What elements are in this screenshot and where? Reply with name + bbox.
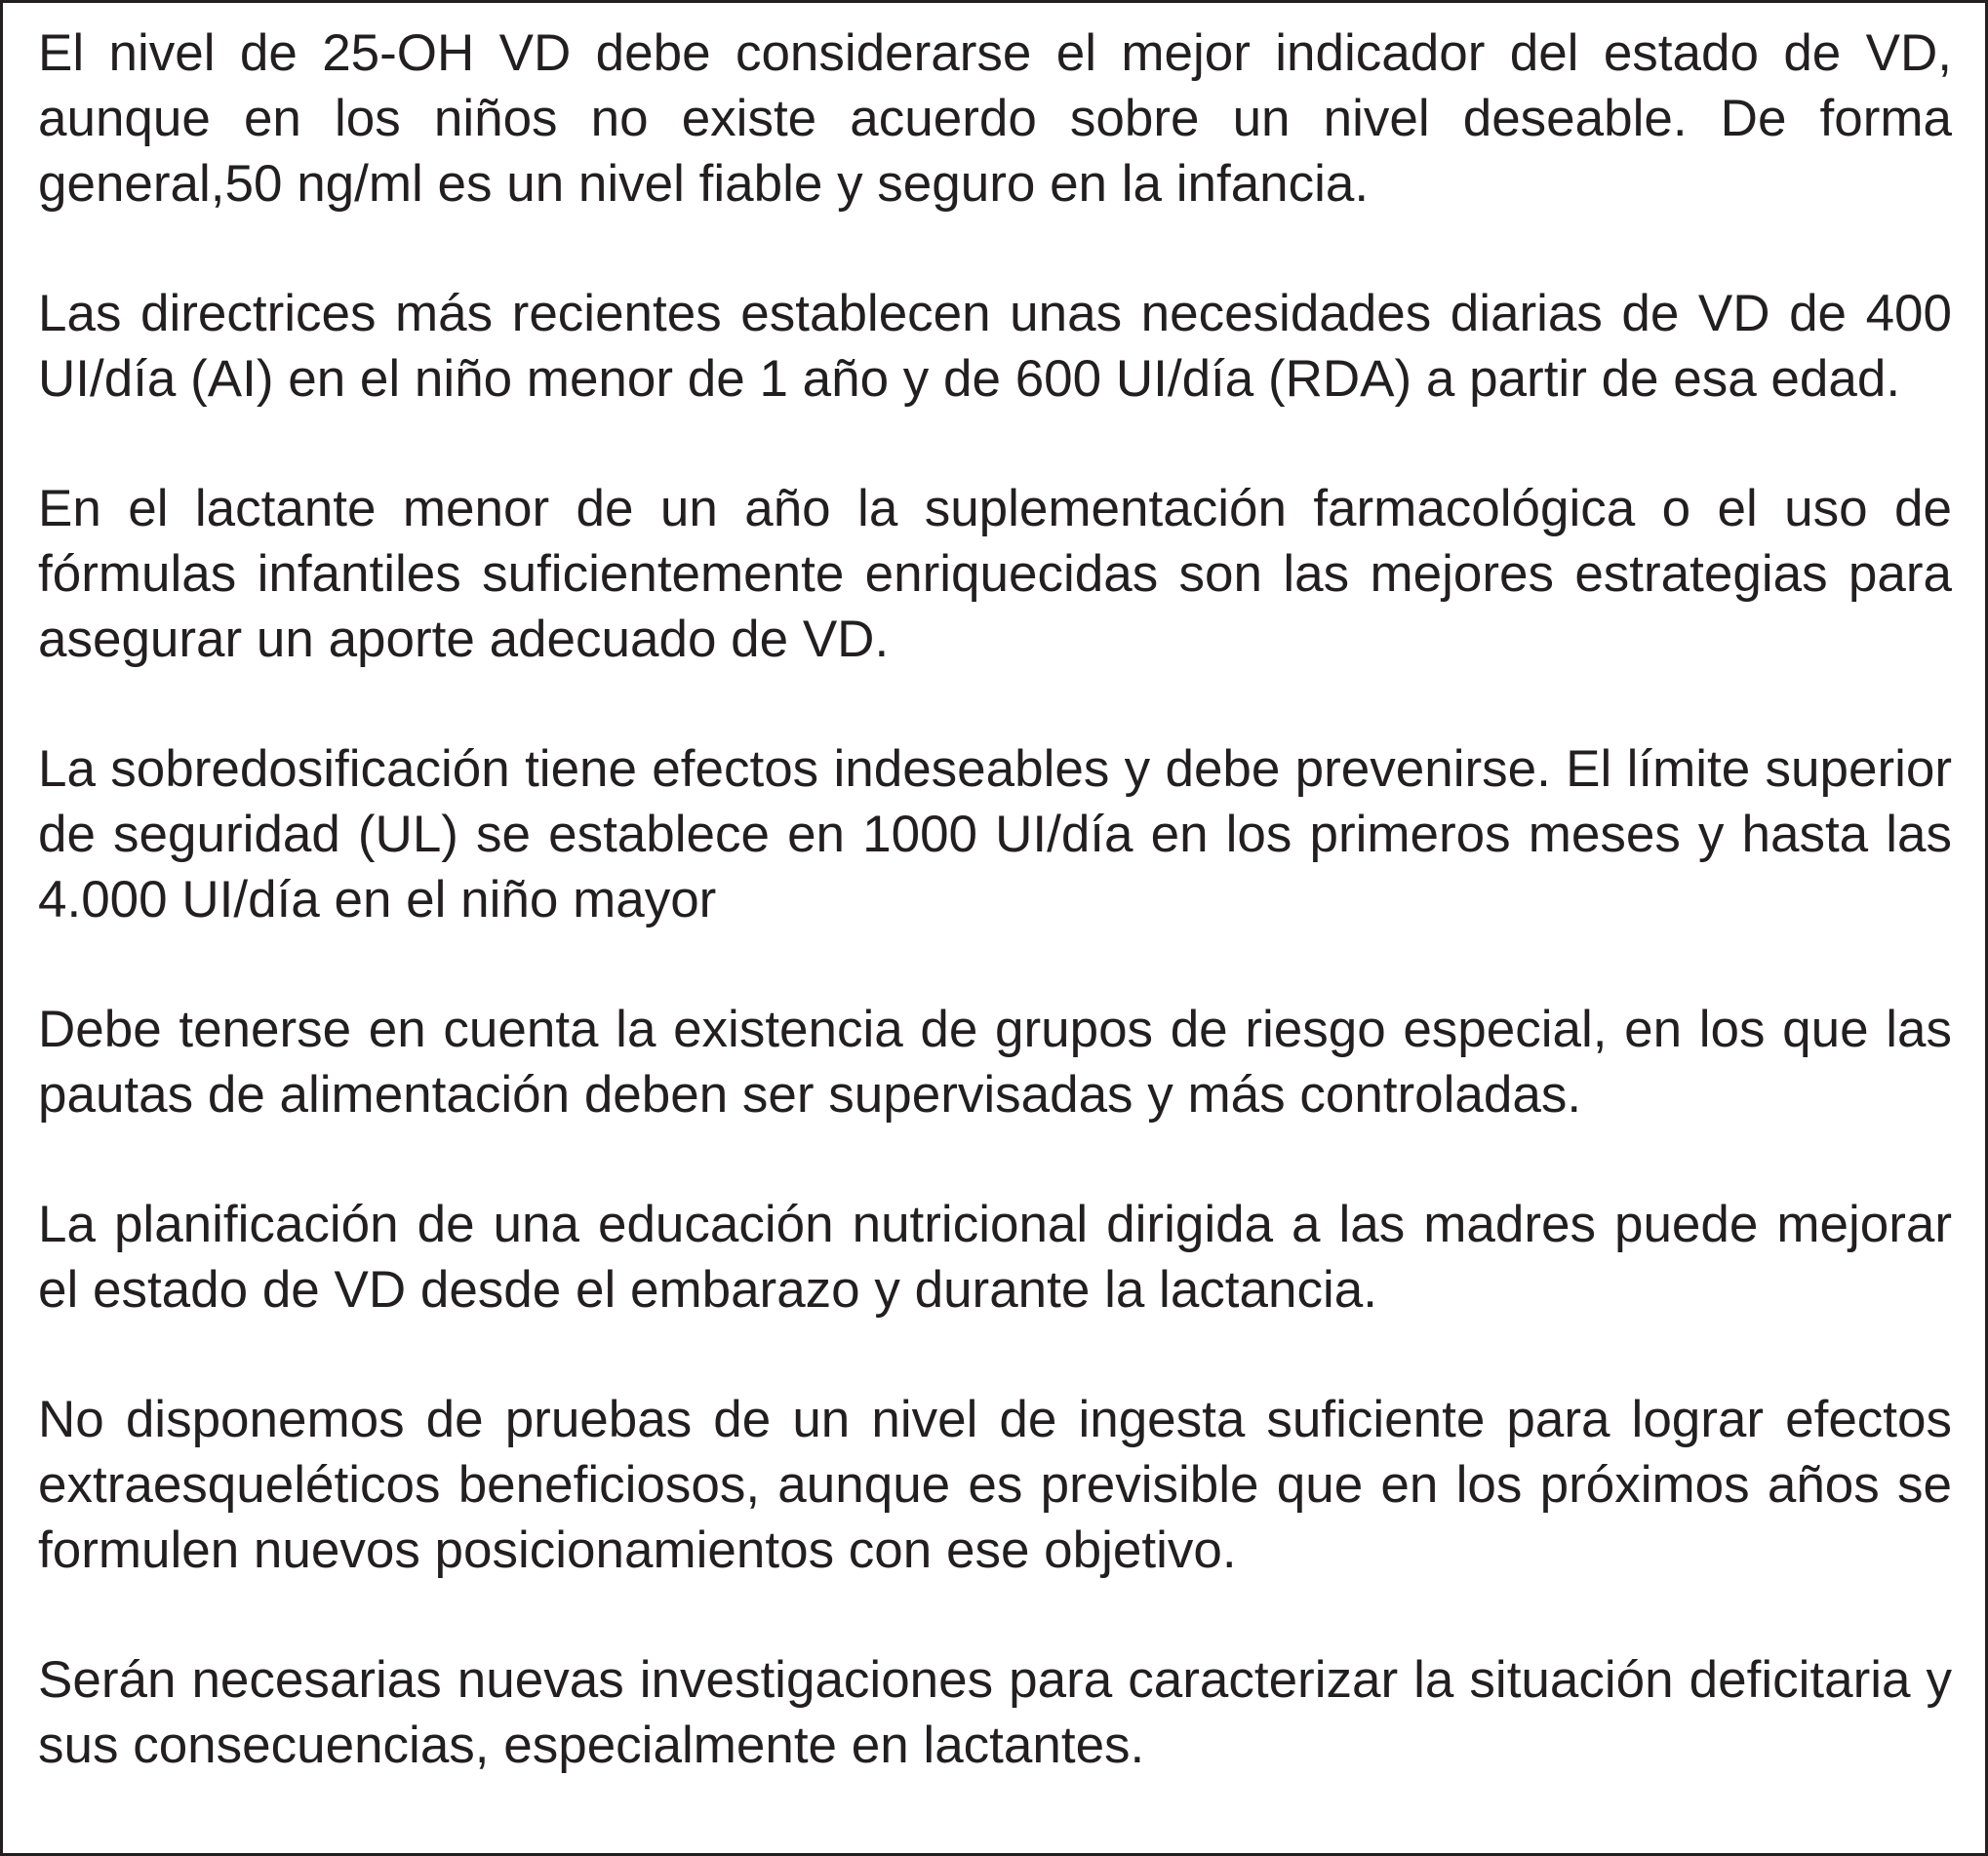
paragraph-further-research: Serán necesarias nuevas investigaciones para caracterizar la situación deficitaria y sus consecuencias, especialmente en lactantes. — [38, 1651, 1952, 1774]
paragraph-infant-supplementation: En el lactante menor de un año la suplementación farmacológica o el uso de fórmulas infantiles suficientemente enriquecidas son las mejores estrategias para asegurar un aporte adecuado de VD. — [38, 480, 1952, 668]
paragraph-daily-needs: Las directrices más recientes establecen unas necesidades diarias de VD de 400 UI/día (AI) en el niño menor de 1 año y de 600 UI/día (RDA) a partir de esa edad. — [38, 285, 1952, 408]
paragraph-nutrition-education: La planificación de una educación nutricional dirigida a las madres puede mejorar el estado de VD desde el embarazo y durante la lactancia. — [38, 1196, 1952, 1319]
paragraph-overdose-limit: La sobredosificación tiene efectos indeseables y debe prevenirse. El límite superior de seguridad (UL) se establece en 1000 UI/día en los primeros meses y hasta las 4.000 UI/día en el niño mayor — [38, 740, 1952, 928]
paragraph-risk-groups: Debe tenerse en cuenta la existencia de grupos de riesgo especial, en los que las pautas de alimentación deben ser supervisadas y más controladas. — [38, 1001, 1952, 1124]
paragraph-vd-level: El nivel de 25-OH VD debe considerarse el mejor indicador del estado de VD, aunque en los niños no existe acuerdo sobre un nivel deseable. De forma general,50 ng/ml es un nivel fiable y seguro en la infancia. — [38, 24, 1952, 213]
paragraph-extraskeletal-effects: No disponemos de pruebas de un nivel de ingesta suficiente para lograr efectos extraesqueléticos beneficiosos, aunque es previsible que en los próximos años se formulen nuevos posicionamientos con ese objetivo. — [38, 1391, 1952, 1579]
